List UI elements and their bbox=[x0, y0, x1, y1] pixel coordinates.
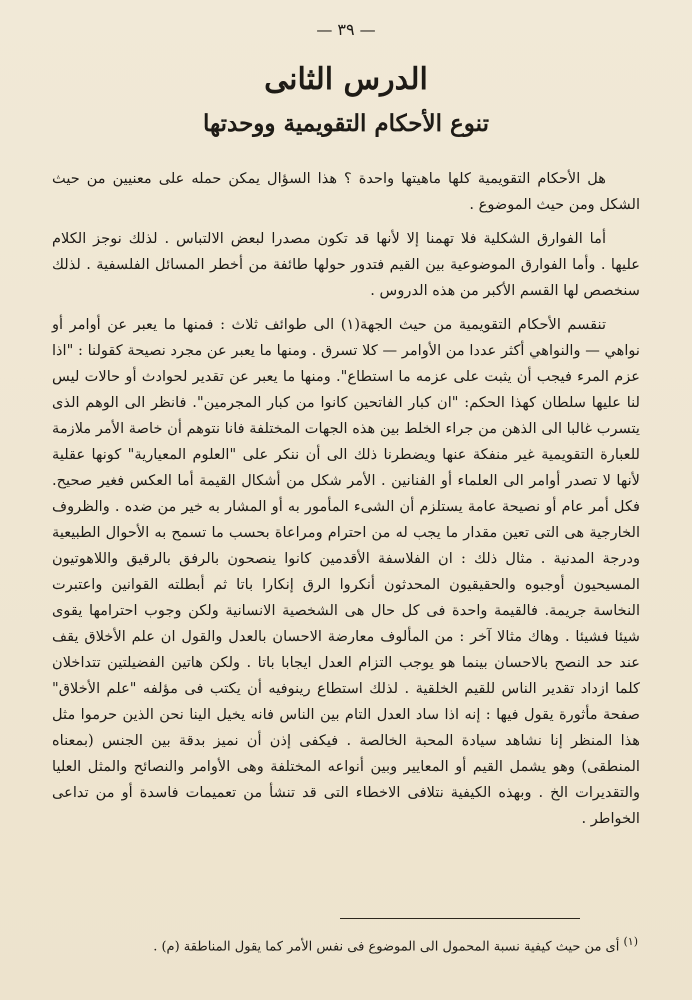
footnote-text: أى من حيث كيفية نسبة المحمول الى الموضوع فى نفس الأمر كما يقول المناطقة (م) . bbox=[153, 939, 620, 955]
footnote bbox=[52, 932, 638, 957]
paragraph-1: هل الأحكام التقويمية كلها ماهيتها واحدة ؟ هذا السؤال يمكن حمله على معنيين من حيث الشكل ومن حيث الموضوع . bbox=[52, 170, 640, 213]
body-text bbox=[52, 166, 640, 840]
lesson-title: الدرس الثانى bbox=[264, 62, 428, 97]
paragraph-2: أما الفوارق الشكلية فلا تهمنا إلا لأنها قد تكون مصدرا لبعض الالتباس . لذلك نوجز الكلام عليها . وأما الفوارق الموضوعية بين القيم فتدور حولها طائفة من أخطر المسائل الفلسفية . لذلك سنخصص لها القسم الأكبر من هذه الدروس . bbox=[52, 230, 640, 299]
paragraph-3: تنقسم الأحكام التقويمية من حيث الجهة(١) الى طوائف ثلاث : فمنها ما يعبر عن أوامر أو نواهي — والنواهي أكثر عددا من الأوامر — كلا تسرق . ومنها ما يعبر عن مجرد نصيحة كقولنا : "اذا عزم المرء فيجب أن يثبت على عزمه ما استطاع". ومنها ما يعبر عن تقدير لحوادث أو حالات ليس لنا عليها سلطان كهذا الحكم: "ان كبار الفاتحين كانوا من كبار المجرمين". فانظر الى الوهم الذى يتسرب غالبا الى الذهن من جراء الخلط بين هذه الجهات المختلفة فانا نتوهم أن خاصة الأمر ملازمة للعبارة التقويمية غير منفكة عنها ويضطرنا ذلك الى أن ننكر على "العلوم المعيارية" كونها عقلية لأنها لا تصدر أوامر الى العلماء أو الفنانين . الأمر شكل من أشكال القيمة أما العكس فغير صحيح. فكل أمر عام أو نصيحة عامة يستلزم أن الشىء المأمور به أو المشار به خير من ضده . والظروف الخارجية هى التى تعين مقدار ما يجب له من احترام ومراعاة بحسب ما تسمح به الأحوال الطبيعية ودرجة المدنية . مثال ذلك : ان الفلاسفة الأقدمين كانوا ينصحون بالرفق بالرقيق واللاهوتيون المسيحيون أوجبوه والحقيقيون المحدثون أنكروا الرق إنكارا باتا ثم أبطلته القوانين واعتبرت النخاسة جريمة. فالقيمة واحدة فى كل حال هى الشخصية الانسانية ولكن وجوب احترامها يقوى شيئا فشيئا . وهاك مثالا آخر : من المألوف معارضة الاحسان بالعدل والقول ان علم الأخلاق يقف عند حد النصح بالاحسان بينما هو يوجب التزام العدل ايجابا باتا . ولكن هاتين الفضيلتين تتداخلان كلما ازداد تقدير الناس للقيم الخلقية . لذلك استطاع رينوفيه أن يكتب فى مؤلفه "علم الأخلاق" صفحة مأثورة يقول فيها : إنه اذا ساد العدل التام بين الناس فانه يخيل الينا نحن الذين حرموا مثل هذا المنظر إنا نشاهد سيادة المحبة الخالصة . فيكفى إذن أن نميز بدقة بين الجنس (بمعناه المنطقى) وهو يشمل القيم أو المعايير وبين أنواعه المختلفة وهى الأوامر والنصائح والمثل العليا والتقديرات الخ . وبهذه الكيفية نتلافى الاخطاء التى قد تنشأ من تعميمات فاسدة أو من تداعى الخواطر . bbox=[52, 316, 640, 827]
page-number: — ٣٩ — bbox=[316, 20, 376, 39]
lesson-subtitle: تنوع الأحكام التقويمية ووحدتها bbox=[203, 110, 489, 137]
footnote-marker: (١) bbox=[623, 935, 638, 948]
footnote-divider bbox=[340, 918, 580, 919]
